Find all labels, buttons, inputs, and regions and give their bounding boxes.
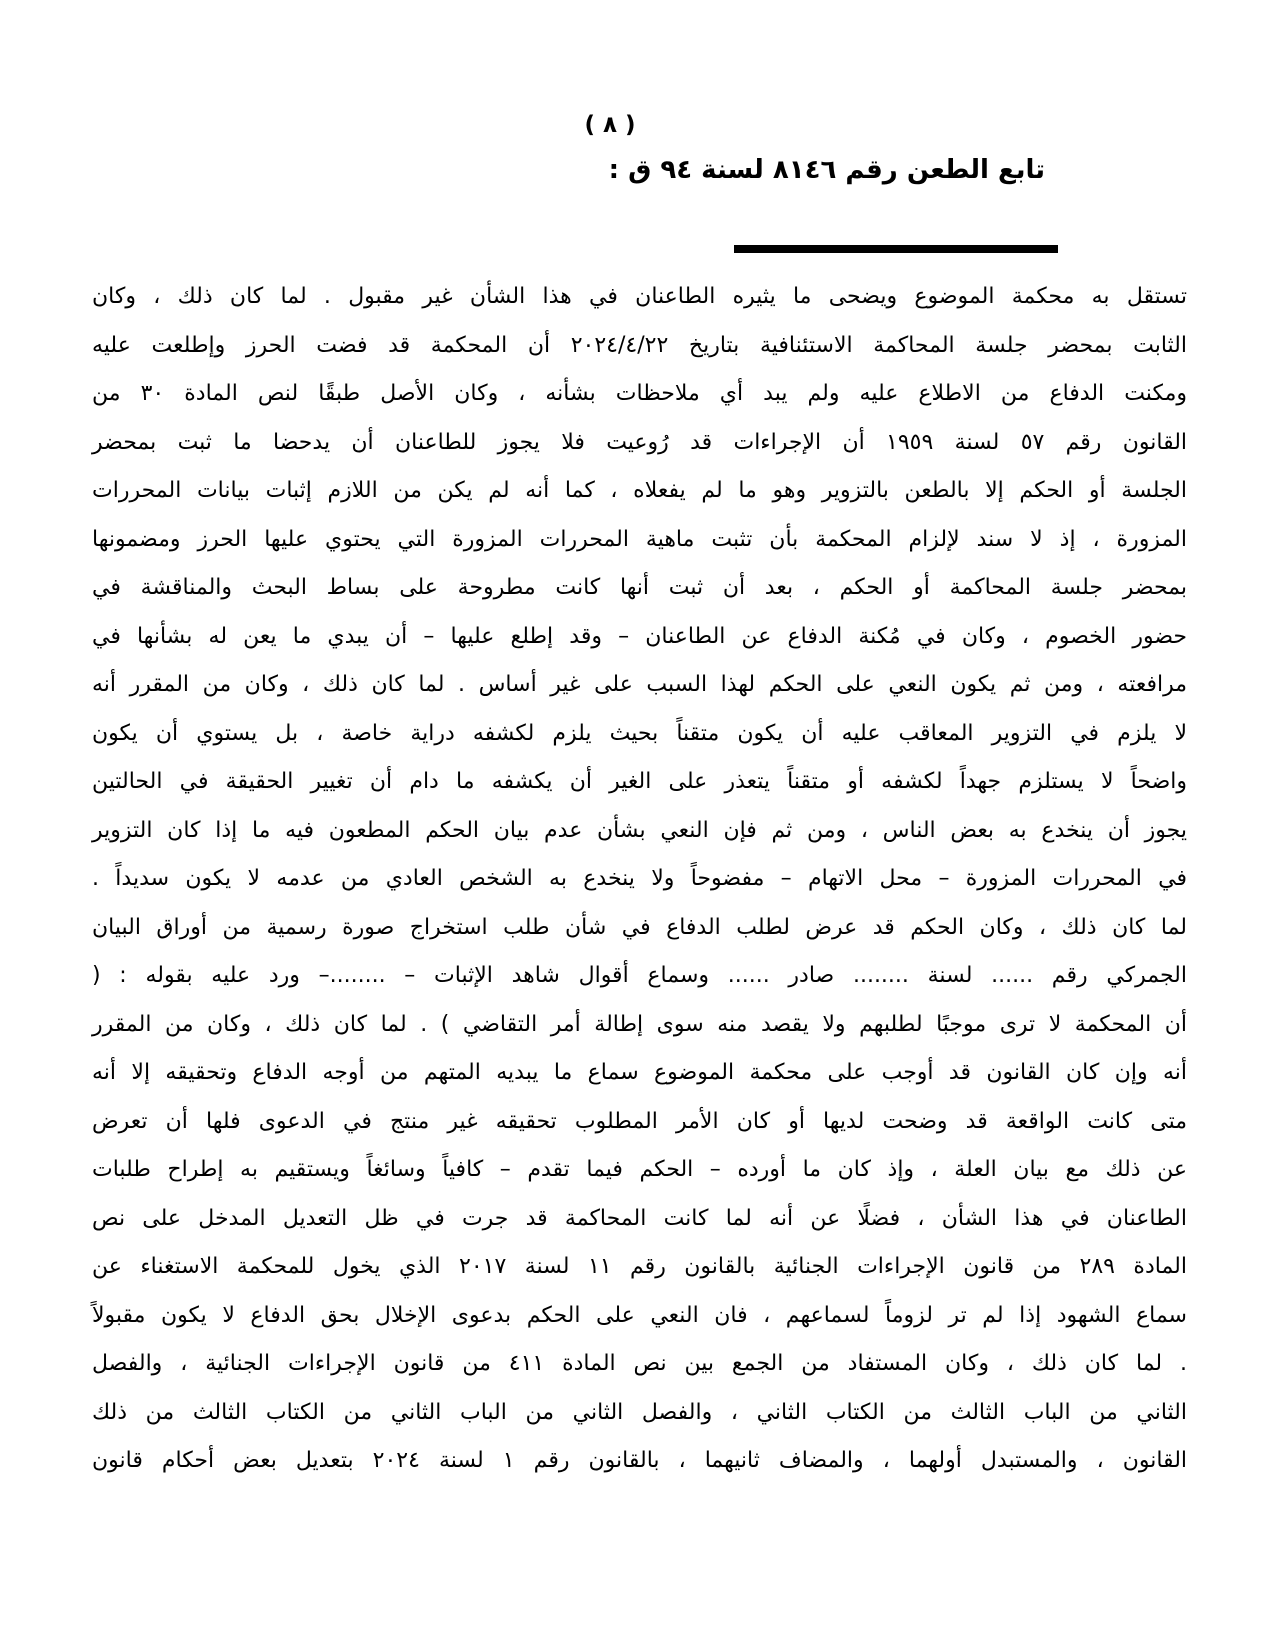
body-line: لما كان ذلك ، وكان الحكم قد عرض لطلب الدفاع في شأن طلب استخراج صورة رسمية من أوراق البيان: [92, 914, 1187, 940]
body-line: الجلسة أو الحكم إلا بالطعن بالتزوير وهو ما لم يفعلاه ، كما أنه لم يكن من اللازم إثبات بيانات المحررات: [92, 478, 1187, 503]
body-line: المزورة ، إذ لا سند لإلزام المحكمة بأن تثبت ماهية المحررات المزورة التي يحتوي عليها الحرز ومضمونها: [92, 526, 1187, 552]
body-line: الثابت بمحضر جلسة المحاكمة الاستئنافية بتاريخ ٢٠٢٤/٤/٢٢ أن المحكمة قد فضت الحرز وإطلعت عليه: [92, 332, 1188, 358]
body-line: المادة ٢٨٩ من قانون الإجراءات الجنائية بالقانون رقم ١١ لسنة ٢٠١٧ الذي يخول للمحكمة الاستغناء عن: [92, 1254, 1187, 1279]
body-line: في المحررات المزورة – محل الاتهام – مفضوحاً ولا ينخدع به الشخص العادي من عدمه لا يكون سديداً .: [92, 866, 1187, 891]
body-line: عن ذلك مع بيان العلة ، وإذ كان ما أورده – الحكم فيما تقدم – كافياً وسائغاً ويستقيم به إطراح طلبات: [92, 1157, 1187, 1182]
page-number: ( ٨ ): [584, 112, 636, 138]
body-line: لا يلزم في التزوير المعاقب عليه أن يكون متقناً بحيث يلزم لكشفه دراية خاصة ، بل يستوي أن يكون: [92, 720, 1187, 746]
body-line: ومكنت الدفاع من الاطلاع عليه ولم يبد أي ملاحظات بشأنه ، وكان الأصل طبقًا لنص المادة ٣٠ من: [92, 381, 1187, 406]
body-line: مرافعته ، ومن ثم يكون النعي على الحكم لهذا السبب على غير أساس . لما كان ذلك ، وكان من المقرر أنه: [92, 672, 1187, 697]
body-text: [92, 273, 1187, 1486]
case-header-title: تابع الطعن رقم ٨١٤٦ لسنة ٩٤ ق :: [608, 155, 1045, 185]
body-line: أنه وإن كان القانون قد أوجب على محكمة الموضوع سماع ما يبديه المتهم من أوجه الدفاع وتحقيقه إلا أنه: [92, 1060, 1187, 1085]
body-line: الجمركي رقم ...... لسنة ........ صادر ...... وسماع أقوال شاهد الإثبات – ........– ورد عليه بقوله : (: [92, 963, 1187, 988]
body-line: متى كانت الواقعة قد وضحت لديها أو كان الأمر المطلوب تحقيقه غير منتج في الدعوى فلها أن تعرض: [92, 1108, 1187, 1134]
body-line: بمحضر جلسة المحاكمة أو الحكم ، بعد أن ثبت أنها كانت مطروحة على بساط البحث والمناقشة في: [92, 575, 1187, 600]
body-line: . لما كان ذلك ، وكان المستفاد من الجمع بين نص المادة ٤١١ من قانون الإجراءات الجنائية ، والفصل: [92, 1351, 1187, 1376]
body-line: الثاني من الباب الثالث من الكتاب الثاني ، والفصل الثاني من الباب الثاني من الكتاب الثالث من ذلك: [92, 1399, 1187, 1425]
body-line: يجوز أن ينخدع به بعض الناس ، ومن ثم فإن النعي بشأن عدم بيان الحكم المطعون فيه ما إذا كان التزوير: [92, 817, 1187, 843]
body-line: أن المحكمة لا ترى موجبًا لطلبهم ولا يقصد منه سوى إطالة أمر التقاضي ) . لما كان ذلك ، وكان من المقرر: [92, 1011, 1187, 1037]
body-line: القانون رقم ٥٧ لسنة ١٩٥٩ أن الإجراءات قد رُوعيت فلا يجوز للطاعنان أن يدحضا ما ثبت بمحضر: [92, 429, 1188, 455]
body-line: القانون ، والمستبدل أولهما ، والمضاف ثانيهما ، بالقانون رقم ١ لسنة ٢٠٢٤ بتعديل بعض أحكام قانون: [92, 1448, 1188, 1473]
body-line: الطاعنان في هذا الشأن ، فضلًا عن أنه لما كانت المحاكمة قد جرت في ظل التعديل المدخل على نص: [92, 1205, 1187, 1231]
body-line: سماع الشهود إذا لم تر لزوماً لسماعهم ، فان النعي على الحكم بدعوى الإخلال بحق الدفاع لا يكون مقبولاً: [92, 1302, 1187, 1328]
body-line: حضور الخصوم ، وكان في مُكنة الدفاع عن الطاعنان – وقد إطلع عليها – أن يبدي ما يعن له بشأنها في: [92, 623, 1187, 649]
header-rule: [734, 245, 1058, 253]
body-line: واضحاً لا يستلزم جهداً لكشفه أو متقناً يتعذر على الغير أن يكشفه ما دام أن تغيير الحقيقة في الحالتين: [92, 769, 1187, 794]
body-line: تستقل به محكمة الموضوع ويضحى ما يثيره الطاعنان في هذا الشأن غير مقبول . لما كان ذلك ، وكان: [92, 284, 1187, 309]
